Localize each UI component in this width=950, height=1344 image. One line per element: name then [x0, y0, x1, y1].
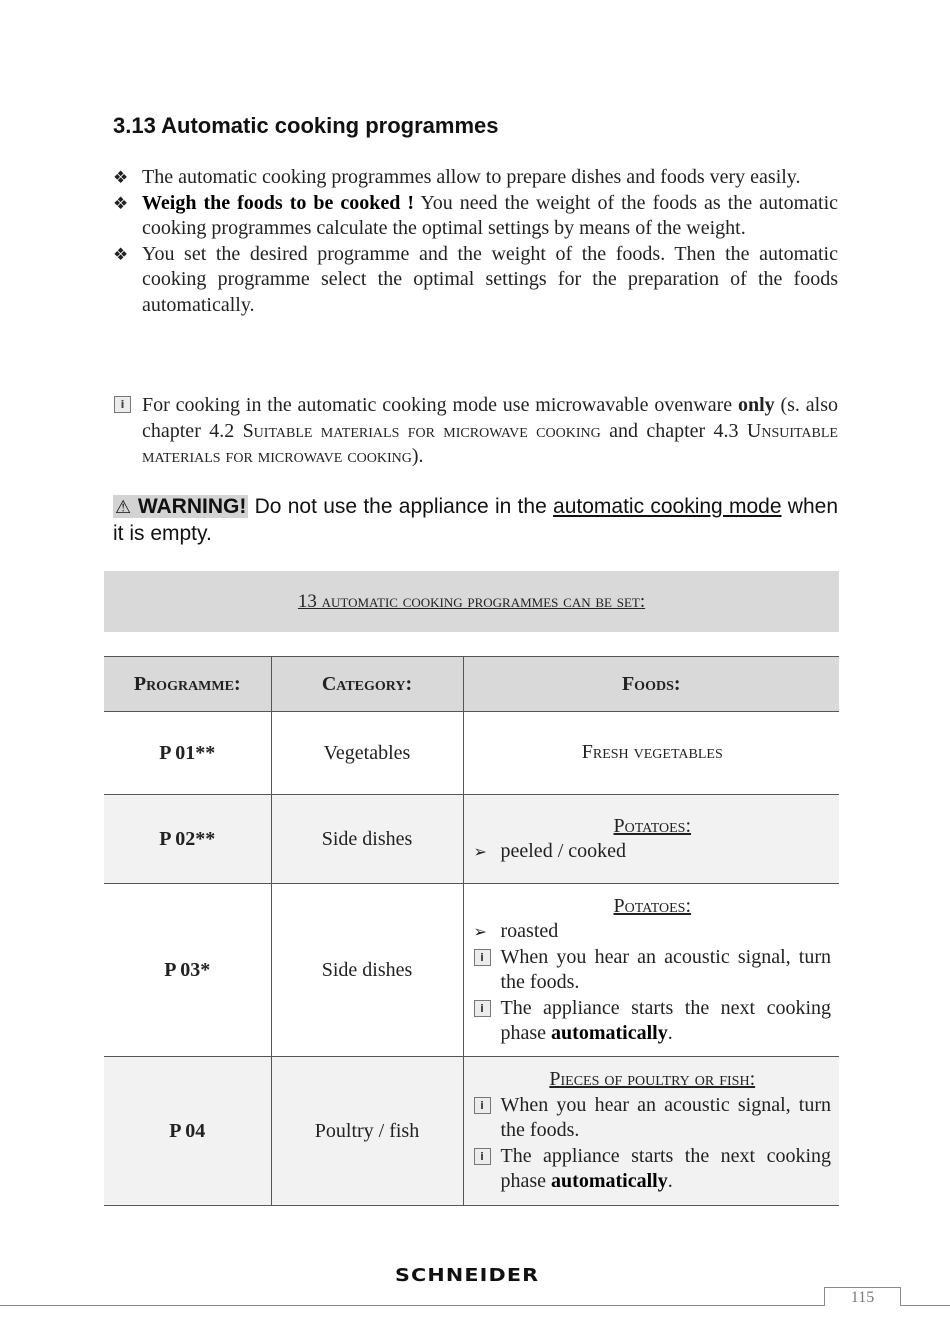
- food-list-item: [474, 1093, 832, 1144]
- programmes-table: [104, 656, 839, 1206]
- note-text: (s. also chapter 4.2: [142, 394, 838, 442]
- food-heading: Fresh vegetables: [581, 741, 723, 764]
- info-icon: i: [474, 1097, 491, 1114]
- warning-underlined-text: automatic cooking mode: [553, 495, 782, 518]
- category-cell: Side dishes: [271, 795, 463, 884]
- info-icon: i: [474, 1000, 491, 1017]
- food-item-bold: automatically: [551, 1170, 668, 1193]
- bullet-item: [113, 242, 838, 319]
- category-cell: Poultry / fish: [271, 1057, 463, 1206]
- diamond-bullet-icon: ❖: [113, 244, 129, 264]
- food-list-item: [474, 1144, 832, 1195]
- food-item-text: When you hear an acoustic signal, turn the foods.: [500, 1093, 831, 1142]
- food-list-item: [474, 919, 832, 945]
- programme-cell: P 01**: [104, 712, 271, 795]
- food-heading: Potatoes:: [613, 814, 692, 837]
- table-row: [104, 795, 839, 884]
- bullet-text: You need the weight of the foods as the automatic cooking programmes calculate the optimal settings by means of the weight.: [142, 191, 839, 239]
- programmes-banner: 13 automatic cooking programmes can be set:: [104, 571, 839, 632]
- food-item-text: .: [667, 1022, 673, 1044]
- food-item-text: roasted: [500, 920, 559, 942]
- category-cell: Side dishes: [271, 884, 463, 1057]
- foods-cell: [463, 884, 839, 1057]
- diamond-bullet-icon: ❖: [113, 193, 129, 213]
- bullet-item: [113, 165, 838, 191]
- page-number: 115: [824, 1287, 901, 1306]
- info-icon: i: [114, 396, 131, 413]
- warning-text: when it is empty.: [113, 495, 839, 545]
- diamond-bullet-icon: ❖: [113, 168, 129, 187]
- arrow-bullet-icon: ➢: [473, 922, 487, 941]
- foods-cell: [463, 1057, 839, 1206]
- note-text: ).: [411, 445, 424, 467]
- programme-cell: P 03*: [104, 884, 271, 1057]
- table-row: [104, 712, 839, 795]
- warning-label: [113, 495, 248, 518]
- intro-bullet-list: [113, 165, 838, 318]
- warning-label-text: WARNING!: [137, 495, 247, 518]
- food-heading: Potatoes:: [613, 894, 692, 917]
- note-text: For cooking in the automatic cooking mode use microwavable ovenware: [142, 394, 738, 416]
- foods-cell: [463, 795, 839, 884]
- foods-cell: [463, 712, 839, 795]
- table-row: [104, 1057, 839, 1206]
- chapter-ref-unsuitable: Unsuitable materials for microwave cooking: [142, 419, 838, 467]
- food-list-item: [474, 839, 832, 865]
- food-item-text: When you hear an acoustic signal, turn the foods.: [500, 945, 831, 993]
- note-bold: only: [737, 394, 775, 416]
- info-icon: i: [474, 949, 491, 966]
- food-list-item: [474, 945, 832, 996]
- food-item-bold: automatically: [551, 1022, 668, 1044]
- food-item-text: The appliance starts the next cooking phase: [500, 996, 831, 1044]
- header-category: Category:: [271, 657, 463, 712]
- header-programme: Programme:: [104, 657, 271, 712]
- header-foods: Foods:: [463, 657, 839, 712]
- category-cell: Vegetables: [271, 712, 463, 795]
- ovenware-note: [113, 393, 838, 470]
- footer-divider: [0, 1305, 950, 1306]
- bullet-text: You set the desired programme and the weight of the foods. Then the automatic cooking programme select the optimal settings for the preparation of the foods automatically.: [142, 242, 838, 316]
- bullet-item: [113, 191, 838, 242]
- note-text: and chapter 4.3: [600, 419, 747, 442]
- food-heading: Pieces of poultry or fish:: [549, 1068, 756, 1091]
- programme-cell: P 04: [104, 1057, 271, 1206]
- warning-triangle-icon: ⚠: [115, 497, 132, 518]
- section-title: 3.13 Automatic cooking programmes: [113, 113, 499, 138]
- warning-text: Do not use the appliance in the: [248, 495, 554, 518]
- bullet-bold-text: Weigh the foods to be cooked !: [142, 191, 415, 214]
- info-icon: i: [474, 1148, 491, 1165]
- food-list-item: [474, 996, 832, 1047]
- chapter-ref-suitable: Suitable materials for microwave cooking: [242, 419, 601, 442]
- food-item-text: .: [667, 1170, 673, 1193]
- warning-box: [113, 494, 838, 547]
- table-header-row: [104, 657, 839, 712]
- food-item-text: The appliance starts the next cooking phase: [500, 1144, 831, 1193]
- brand-logo: SCHNEIDER: [395, 1265, 540, 1286]
- arrow-bullet-icon: ➢: [473, 842, 487, 861]
- bullet-text: The automatic cooking programmes allow to prepare dishes and foods very easily.: [142, 166, 801, 188]
- food-item-text: peeled / cooked: [500, 840, 626, 862]
- table-row: [104, 884, 839, 1057]
- programme-cell: P 02**: [104, 795, 271, 884]
